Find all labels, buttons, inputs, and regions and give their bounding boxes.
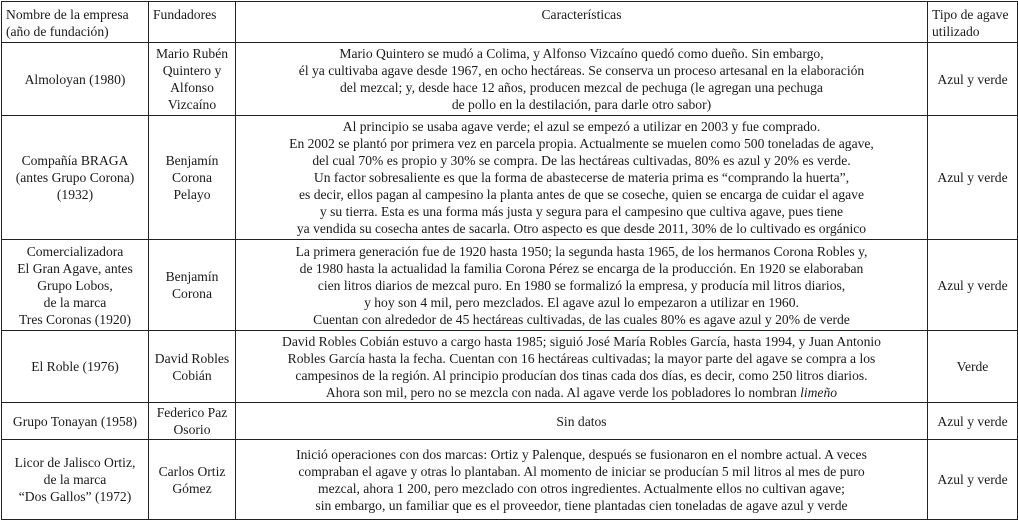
characteristics-cell: Sin datos (236, 403, 928, 440)
founders-cell: Federico Paz Osorio (149, 403, 236, 440)
founders-cell: Benjamín Corona Pelayo (149, 116, 236, 240)
characteristics-cell: Mario Quintero se mudó a Colima, y Alfonso Vizcaíno quedó como dueño. Sin embargo, él ya cultivaba agave desde 1967, en ocho hectáreas. Se conserva un proceso artesanal en la elaboración del mezcal; y, desde hace 12 años, producen mezcal de pechuga (le agregan una pechuga de pollo en la destilación, para darle otro sabor) (236, 43, 928, 116)
company-name-rest: (antes Grupo Corona) (1932) (15, 170, 135, 202)
table-row (2, 440, 1018, 520)
agave-type-cell: Verde (928, 331, 1018, 403)
agave-type-cell: Azul y verde (928, 116, 1018, 240)
company-cell: Almoloyan (1980) (2, 43, 149, 116)
company-cell: Grupo Tonayan (1958) (2, 403, 149, 440)
table-row (2, 43, 1018, 116)
characteristics-cell: Inició operaciones con dos marcas: Ortiz y Palenque, después se fusionaron en el nombre actual. A veces compraban el agave y otras lo plantaban. Al momento de iniciar se producían 5 mil litros al mes de puro mezcal, ahora 1 200, pero mezclado con otros ingredientes. Actualmente ellos no cultivan agave; sin embargo, un familiar que es el proveedor, tiene plantadas cien toneladas de agave azul y verde (236, 440, 928, 520)
characteristics-cell: Al principio se usaba agave verde; el azul se empezó a utilizar en 2003 y fue comprado. En 2002 se plantó por primera vez en parcela propia. Actualmente se muelen como 500 toneladas de agave, del cual 70% es propio y 30% se compra. De las hectáreas cultivadas, 80% es azul y 20% es verde. Un factor sobresaliente es que la forma de abastecerse de materia prima es “comprando la huerta”, es decir, ellos pagan al campesino la planta antes de que se coseche, quien se encarga de cuidar el agave y su tierra. Esta es una forma más justa y segura para el campesino que cultiva agave, pues tiene ya vendida su cosecha antes de sacarla. Otro aspecto es que desde 2011, 30% de lo cultivado es orgánico (236, 116, 928, 240)
characteristics-italic-term: limeño (800, 384, 838, 400)
characteristics-cell: La primera generación fue de 1920 hasta 1950; la segunda hasta 1965, de los hermanos Corona Robles y, de 1980 hasta la actualidad la familia Corona Pérez se encarga de la producción. En 1920 se elaboraban cien litros diarios de mezcal puro. En 1980 se formalizó la empresa, y producía mil litros diarios, y hoy son 4 mil, pero mezclados. El agave azul lo empezaron a utilizar en 1960. Cuentan con alrededor de 45 hectáreas cultivadas, de las cuales 80% es agave azul y 20% de verde (236, 240, 928, 331)
table-row (2, 116, 1018, 240)
header-row (2, 2, 1018, 43)
agave-type-cell: Azul y verde (928, 43, 1018, 116)
company-name-smallcaps: BRAGA (80, 153, 129, 168)
agave-type-cell: Azul y verde (928, 403, 1018, 440)
company-cell (2, 116, 149, 240)
company-name-part: Compañía (21, 153, 81, 168)
table-row (2, 403, 1018, 440)
founders-cell: Mario Rubén Quintero y Alfonso Vizcaíno (149, 43, 236, 116)
header-company: Nombre de la empresa (año de fundación) (2, 2, 149, 43)
founders-cell: David Robles Cobián (149, 331, 236, 403)
company-cell: Licor de Jalisco Ortiz, de la marca “Dos Gallos” (1972) (2, 440, 149, 520)
characteristics-text: David Robles Cobián estuvo a cargo hasta 1985; siguió José María Robles García, hasta 1994, y Juan Antonio Robles García hasta la fecha. Cuentan con 16 hectáreas cultivadas; la mayor parte del agave se compra a los campesinos de la región. Al principio producían dos tinas cada dos días, es decir, como 250 litros diarios. Ahora son mil, pero no se mezcla con nada. Al agave verde los pobladores lo nombran (282, 333, 881, 400)
company-cell: Comercializadora El Gran Agave, antes Grupo Lobos, de la marca Tres Coronas (1920) (2, 240, 149, 331)
characteristics-cell (236, 331, 928, 403)
founders-cell: Carlos Ortiz Gómez (149, 440, 236, 520)
header-founders: Fundadores (149, 2, 236, 43)
mezcal-companies-table (1, 1, 1018, 520)
agave-type-cell: Azul y verde (928, 440, 1018, 520)
header-characteristics: Características (236, 2, 928, 43)
founders-cell: Benjamín Corona (149, 240, 236, 331)
header-agave-type: Tipo de agave utilizado (928, 2, 1018, 43)
table-row (2, 240, 1018, 331)
agave-type-cell: Azul y verde (928, 240, 1018, 331)
company-cell: El Roble (1976) (2, 331, 149, 403)
table-row (2, 331, 1018, 403)
